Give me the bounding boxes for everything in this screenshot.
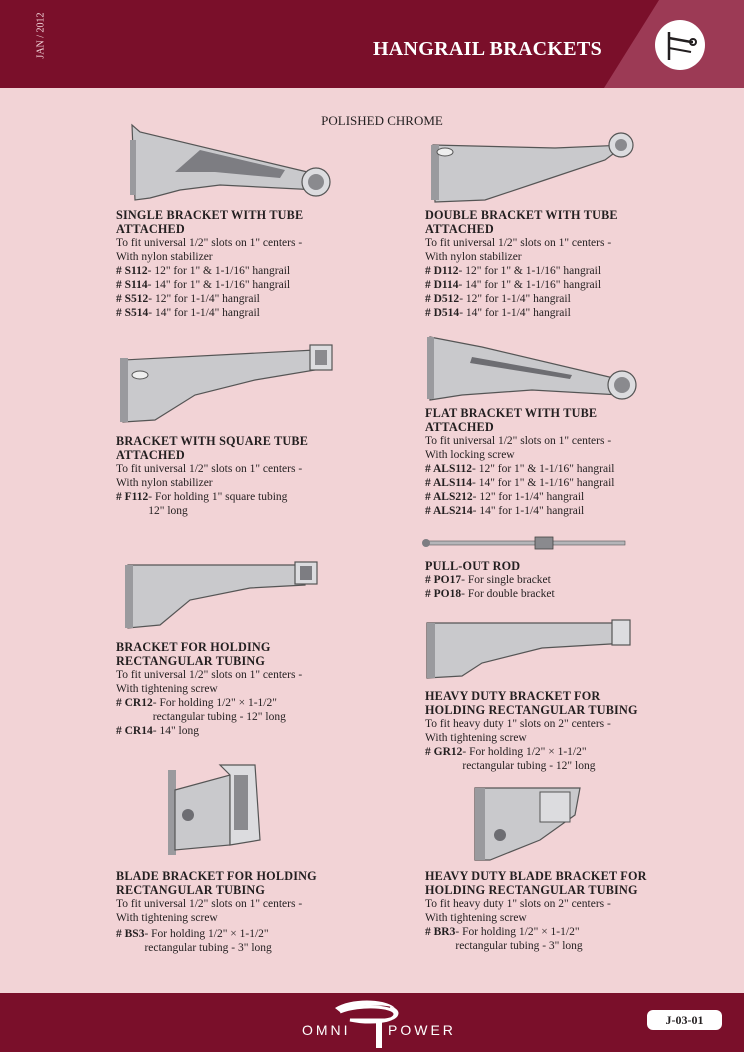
product-code-text: - For holding 1/2" × 1-1/2" rectangular tubing - 3" long — [455, 926, 583, 952]
product-code-row — [425, 573, 725, 587]
product-heavy-duty-blade-bracket — [425, 869, 730, 953]
product-code-text: - For single bracket — [461, 574, 551, 586]
product-title: PULL-OUT ROD — [425, 559, 521, 573]
product-code-row — [425, 292, 725, 306]
product-single-bracket — [116, 208, 416, 320]
product-code-row — [116, 306, 416, 320]
product-code-text: - 12" for 1" & 1-1/16" hangrail — [458, 265, 602, 277]
product-title: HEAVY DUTY BRACKET FOR HOLDING RECTANGULAR TUBING — [425, 689, 638, 717]
product-description: To fit universal 1/2" slots on 1" centers - With nylon stabilizer — [116, 463, 303, 489]
product-code: # S512 — [116, 293, 149, 305]
single-bracket-image — [120, 120, 340, 205]
product-code-text: - 14" for 1" & 1-1/16" hangrail — [458, 279, 602, 291]
product-code: # PO17 — [425, 574, 462, 586]
product-code-row — [116, 278, 416, 292]
product-code-row — [116, 264, 416, 278]
product-code: # S112 — [116, 265, 148, 277]
product-code-row — [425, 476, 725, 490]
product-code: # CR12 — [116, 697, 153, 709]
page-title: HANGRAIL BRACKETS — [372, 38, 602, 60]
product-code-text: - For holding 1/2" × 1-1/2" rectangular tubing - 12" long — [462, 746, 596, 772]
product-title: SINGLE BRACKET WITH TUBE ATTACHED — [116, 208, 304, 236]
product-code: # GR12 — [425, 746, 463, 758]
flat-bracket-image — [422, 335, 647, 403]
product-blade-bracket — [116, 869, 416, 955]
finish-label: POLISHED CHROME — [321, 113, 443, 128]
product-code-row — [116, 696, 416, 724]
product-title: DOUBLE BRACKET WITH TUBE ATTACHED — [425, 208, 618, 236]
product-rectangular-tubing-bracket — [116, 640, 416, 738]
product-code: # F112 — [116, 491, 149, 503]
product-code-text: - For holding 1" square tubing 12" long — [148, 491, 288, 517]
product-code-text: - 14" for 1-1/4" hangrail — [472, 505, 585, 517]
product-code-text: - 12" for 1" & 1-1/16" hangrail — [471, 463, 615, 475]
product-code-text: - 12" for 1-1/4" hangrail — [148, 293, 260, 305]
product-description: To fit universal 1/2" slots on 1" centers - With tightening screw — [116, 898, 303, 924]
product-description: To fit universal 1/2" slots on 1" centers - With nylon stabilizer — [425, 237, 612, 263]
product-code-text: - For holding 1/2" × 1-1/2" rectangular tubing - 12" long — [152, 697, 286, 723]
product-code-row — [425, 264, 725, 278]
product-code-row — [425, 745, 725, 773]
product-title: FLAT BRACKET WITH TUBE ATTACHED — [425, 406, 598, 434]
issue-date: JAN / 2012 — [35, 12, 47, 59]
product-code-text: - 14" long — [152, 725, 199, 737]
square-tube-bracket-image — [115, 340, 340, 425]
product-flat-bracket — [425, 406, 725, 518]
product-code-text: - 12" for 1-1/4" hangrail — [472, 491, 585, 503]
product-description: To fit universal 1/2" slots on 1" centers - With nylon stabilizer — [116, 237, 303, 263]
product-code-row — [116, 724, 416, 738]
product-description: To fit universal 1/2" slots on 1" centers - With tightening screw — [116, 669, 303, 695]
product-heavy-duty-bracket — [425, 689, 725, 773]
product-title: BLADE BRACKET FOR HOLDING RECTANGULAR TUBING — [116, 869, 317, 897]
bracket-icon — [655, 20, 705, 70]
product-code-text: - 14" for 1-1/4" hangrail — [459, 307, 571, 319]
blade-bracket-image — [160, 760, 275, 860]
product-description: To fit universal 1/2" slots on 1" centers - With locking screw — [425, 435, 612, 461]
product-square-tube-bracket — [116, 434, 416, 518]
product-code-row — [425, 925, 730, 953]
product-code: # D114 — [425, 279, 459, 291]
heavy-duty-blade-bracket-image — [470, 780, 585, 865]
product-code: # BS3 — [116, 928, 145, 940]
logo-text-power: POWER — [388, 1022, 456, 1038]
product-code-text: - 14" for 1-1/4" hangrail — [148, 307, 260, 319]
product-pull-out-rod — [425, 559, 725, 601]
product-code-row — [116, 927, 416, 955]
rectangular-tubing-bracket-image — [120, 560, 335, 630]
double-bracket-image — [425, 130, 640, 205]
product-code: # ALS114 — [425, 477, 472, 489]
product-double-bracket — [425, 208, 725, 320]
product-code: # D512 — [425, 293, 460, 305]
product-title: BRACKET WITH SQUARE TUBE ATTACHED — [116, 434, 309, 462]
product-code-text: - 14" for 1" & 1-1/16" hangrail — [471, 477, 615, 489]
product-code: # ALS214 — [425, 505, 473, 517]
product-code: # CR14 — [116, 725, 153, 737]
product-description: To fit heavy duty 1" slots on 2" centers - With tightening screw — [425, 718, 611, 744]
product-code: # ALS212 — [425, 491, 473, 503]
product-code: # S514 — [116, 307, 149, 319]
pull-out-rod-image — [420, 535, 630, 553]
product-title: HEAVY DUTY BLADE BRACKET FOR HOLDING RECTANGULAR TUBING — [425, 869, 647, 897]
product-code: # ALS112 — [425, 463, 472, 475]
product-code-row — [425, 490, 725, 504]
logo-text-omni: OMNI — [302, 1022, 351, 1038]
product-code-row — [425, 462, 725, 476]
product-code-text: - 12" for 1-1/4" hangrail — [459, 293, 571, 305]
product-code-row — [425, 306, 725, 320]
heavy-duty-bracket-image — [422, 618, 637, 680]
product-code-text: - For double bracket — [461, 588, 555, 600]
product-code-text: - For holding 1/2" × 1-1/2" rectangular tubing - 3" long — [144, 928, 272, 954]
product-code: # S114 — [116, 279, 148, 291]
product-code-text: - 14" for 1" & 1-1/16" hangrail — [147, 279, 291, 291]
product-code-row — [116, 292, 416, 306]
product-code-row — [425, 504, 725, 518]
product-code-text: - 12" for 1" & 1-1/16" hangrail — [147, 265, 291, 277]
product-title: BRACKET FOR HOLDING RECTANGULAR TUBING — [116, 640, 271, 668]
page-number: J-03-01 — [647, 1010, 722, 1030]
product-description: To fit heavy duty 1" slots on 2" centers - With tightening screw — [425, 898, 611, 924]
product-code: # D112 — [425, 265, 459, 277]
product-code: # BR3 — [425, 926, 456, 938]
product-code-row — [425, 278, 725, 292]
product-code: # D514 — [425, 307, 460, 319]
product-code-row — [116, 490, 416, 518]
product-code: # PO18 — [425, 588, 462, 600]
product-code-row — [425, 587, 725, 601]
